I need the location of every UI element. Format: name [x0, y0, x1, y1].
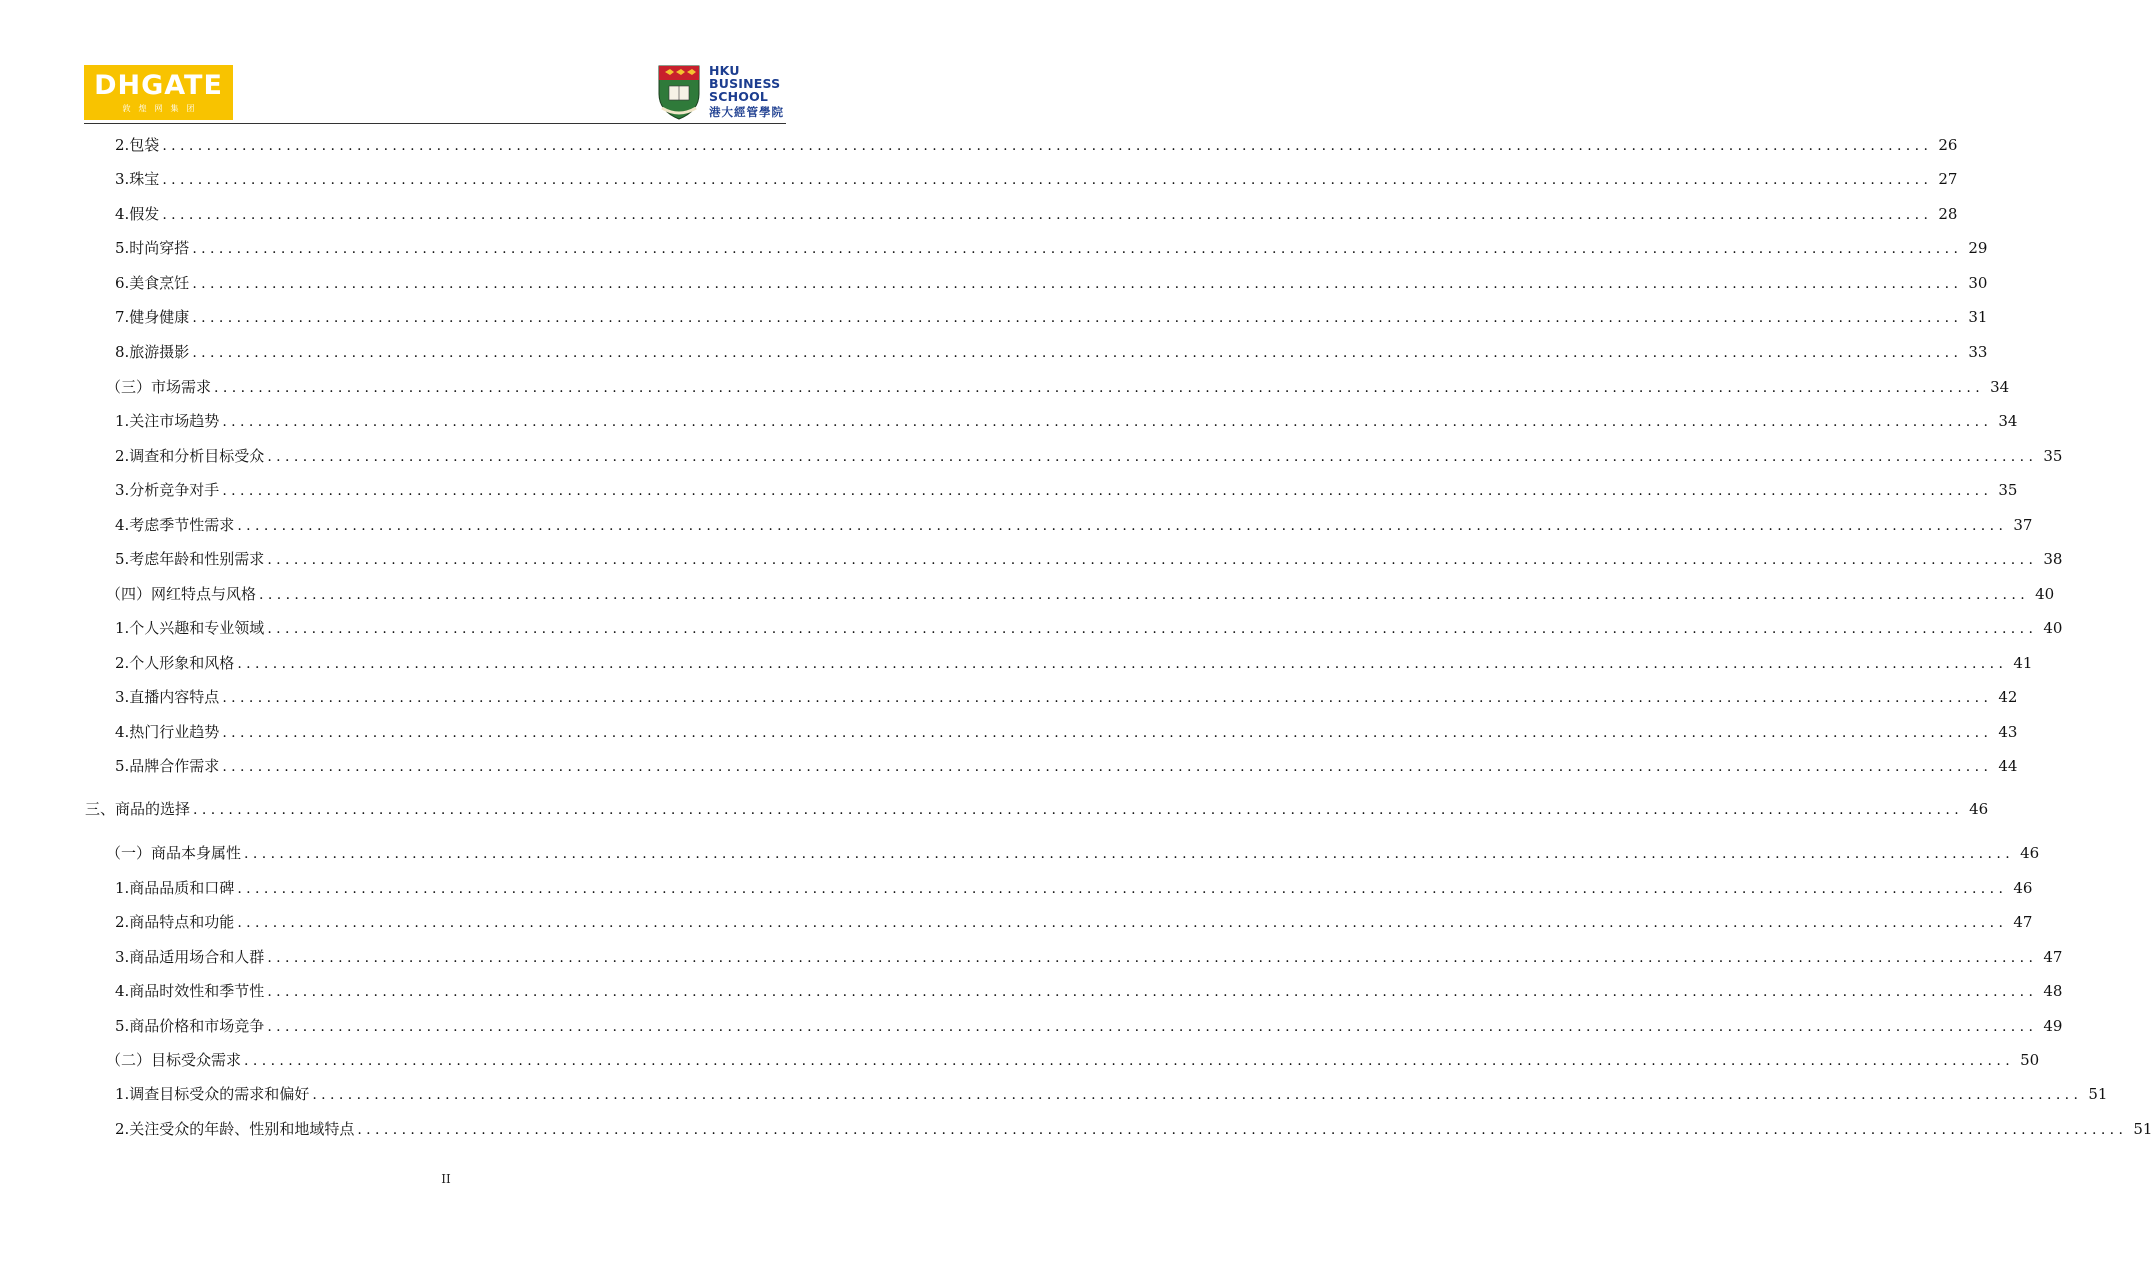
toc-entry[interactable]	[115, 203, 1958, 225]
toc-dot-leader: ........................................................................................................................................................................................................	[267, 1019, 2038, 1035]
toc-entry[interactable]	[115, 1083, 2108, 1105]
toc-entry[interactable]	[115, 168, 1958, 190]
toc-entry-page: 49	[2043, 1017, 2063, 1035]
toc-entry-label: 5.时尚穿搭	[115, 239, 190, 257]
toc-entry-page: 33	[1968, 343, 1988, 361]
toc-entry-label: （一）商品本身属性	[106, 844, 242, 862]
toc-entry[interactable]	[115, 721, 2018, 743]
toc-entry-page: 46	[2020, 844, 2040, 862]
toc-entry[interactable]	[115, 652, 2033, 674]
toc-dot-leader: ........................................................................................................................................................................................................	[267, 449, 2038, 465]
toc-dot-leader: ........................................................................................................................................................................................................	[267, 950, 2038, 966]
toc-entry[interactable]	[115, 1015, 2063, 1037]
toc-entry-label: 3.直播内容特点	[115, 688, 220, 706]
toc-dot-leader: ........................................................................................................................................................................................................	[222, 690, 1993, 706]
toc-entry[interactable]	[115, 410, 2018, 432]
toc-entry-page: 47	[2013, 913, 2033, 931]
toc-entry-page: 35	[1998, 481, 2018, 499]
toc-entry-page: 26	[1938, 136, 1958, 154]
toc-entry-label: 4.假发	[115, 205, 160, 223]
toc-entry-label: 2.关注受众的年龄、性别和地域特点	[115, 1120, 355, 1138]
toc-entry-label: 5.品牌合作需求	[115, 757, 220, 775]
toc-entry-label: 4.热门行业趋势	[115, 723, 220, 741]
toc-entry[interactable]	[115, 514, 2033, 536]
toc-dot-leader: ........................................................................................................................................................................................................	[267, 621, 2038, 637]
toc-entry[interactable]	[106, 1049, 2040, 1071]
toc-entry-label: （四）网红特点与风格	[106, 585, 257, 603]
toc-entry[interactable]	[115, 980, 2063, 1002]
toc-entry[interactable]	[115, 911, 2033, 933]
toc-entry-label: 2.商品特点和功能	[115, 913, 235, 931]
toc-entry-label: 5.商品价格和市场竞争	[115, 1017, 265, 1035]
toc-entry[interactable]	[115, 617, 2063, 639]
toc-entry[interactable]	[115, 341, 1988, 363]
toc-dot-leader: ........................................................................................................................................................................................................	[357, 1122, 2128, 1138]
toc-entry[interactable]	[106, 842, 2040, 864]
toc-entry[interactable]	[115, 479, 2018, 501]
toc-entry-page: 34	[1990, 378, 2010, 396]
toc-dot-leader: ........................................................................................................................................................................................................	[192, 276, 1963, 292]
hku-line-2: BUSINESS	[709, 76, 781, 91]
toc-entry[interactable]	[115, 946, 2063, 968]
toc-dot-leader: ........................................................................................................................................................................................................	[244, 1053, 2015, 1069]
toc-entry-page: 31	[1968, 308, 1988, 326]
toc-entry-page: 46	[2013, 879, 2033, 897]
toc-entry-label: （三）市场需求	[106, 378, 212, 396]
toc-entry-label: 6.美食烹饪	[115, 274, 190, 292]
toc-entry-label: 8.旅游摄影	[115, 343, 190, 361]
toc-entry-label: 2.个人形象和风格	[115, 654, 235, 672]
toc-entry[interactable]	[115, 306, 1988, 328]
toc-dot-leader: ........................................................................................................................................................................................................	[162, 138, 1933, 154]
toc-entry-page: 47	[2043, 948, 2063, 966]
toc-entry-page: 51	[2088, 1085, 2108, 1103]
toc-dot-leader: ........................................................................................................................................................................................................	[237, 881, 2008, 897]
dhgate-wordmark: DHGATE	[94, 69, 223, 101]
toc-entry-page: 46	[1969, 800, 1989, 818]
toc-dot-leader: ........................................................................................................................................................................................................	[192, 310, 1963, 326]
toc-dot-leader: ........................................................................................................................................................................................................	[222, 759, 1993, 775]
toc-entry[interactable]	[115, 445, 2063, 467]
toc-entry-page: 44	[1998, 757, 2018, 775]
toc-entry-page: 27	[1938, 170, 1958, 188]
toc-dot-leader: ........................................................................................................................................................................................................	[162, 172, 1933, 188]
toc-dot-leader: ........................................................................................................................................................................................................	[267, 552, 2038, 568]
toc-entry[interactable]	[106, 376, 2010, 398]
toc-entry-label: 1.关注市场趋势	[115, 412, 220, 430]
toc-dot-leader: ........................................................................................................................................................................................................	[237, 518, 2008, 534]
toc-dot-leader: ........................................................................................................................................................................................................	[312, 1087, 2083, 1103]
toc-entry-page: 28	[1938, 205, 1958, 223]
toc-entry-page: 41	[2013, 654, 2033, 672]
toc-dot-leader: ........................................................................................................................................................................................................	[192, 345, 1963, 361]
toc-entry-label: 1.商品品质和口碑	[115, 879, 235, 897]
toc-dot-leader: ........................................................................................................................................................................................................	[259, 587, 2030, 603]
toc-entry-label: 5.考虑年龄和性别需求	[115, 550, 265, 568]
dhgate-subtitle: 敦煌网集团	[122, 103, 203, 113]
toc-dot-leader: ........................................................................................................................................................................................................	[237, 915, 2008, 931]
toc-entry[interactable]	[115, 237, 1988, 259]
toc-entry-page: 51	[2133, 1120, 2152, 1138]
toc-entry[interactable]	[115, 877, 2033, 899]
toc-entry-page: 40	[2035, 585, 2055, 603]
toc-dot-leader: ........................................................................................................................................................................................................	[222, 483, 1993, 499]
toc-entry-page: 42	[1998, 688, 2018, 706]
toc-entry[interactable]	[115, 272, 1988, 294]
toc-entry-label: 4.考虑季节性需求	[115, 516, 235, 534]
toc-entry[interactable]	[115, 548, 2063, 570]
toc-entry-page: 34	[1998, 412, 2018, 430]
toc-entry[interactable]	[106, 583, 2055, 605]
toc-entry[interactable]	[115, 1118, 2152, 1140]
toc-entry-label: 3.商品适用场合和人群	[115, 948, 265, 966]
toc-entry-label: 7.健身健康	[115, 308, 190, 326]
toc-entry-label: 2.调查和分析目标受众	[115, 447, 265, 465]
toc-entry[interactable]	[115, 686, 2018, 708]
toc-entry-label: 3.珠宝	[115, 170, 160, 188]
toc-entry-page: 29	[1968, 239, 1988, 257]
toc-dot-leader: ........................................................................................................................................................................................................	[244, 846, 2015, 862]
hku-line-3: SCHOOL	[709, 89, 769, 104]
toc-entry-page: 35	[2043, 447, 2063, 465]
toc-dot-leader: ........................................................................................................................................................................................................	[162, 207, 1933, 223]
toc-dot-leader: ........................................................................................................................................................................................................	[193, 802, 1964, 818]
toc-entry-label: 3.分析竞争对手	[115, 481, 220, 499]
toc-entry-label: 1.个人兴趣和专业领域	[115, 619, 265, 637]
toc-entry[interactable]	[115, 755, 2018, 777]
toc-entry-page: 38	[2043, 550, 2063, 568]
toc-entry-page: 40	[2043, 619, 2063, 637]
toc-entry-label: 4.商品时效性和季节性	[115, 982, 265, 1000]
toc-entry-label: 2.包袋	[115, 136, 160, 154]
toc-entry-label: 三、商品的选择	[85, 800, 191, 818]
toc-entry-page: 30	[1968, 274, 1988, 292]
toc-entry-label: （二）目标受众需求	[106, 1051, 242, 1069]
toc-entry-page: 43	[1998, 723, 2018, 741]
toc-entry-page: 50	[2020, 1051, 2040, 1069]
toc-entry-page: 48	[2043, 982, 2063, 1000]
footer-page-number: II	[441, 1172, 451, 1186]
toc-dot-leader: ........................................................................................................................................................................................................	[222, 725, 1993, 741]
toc-entry[interactable]	[115, 134, 1958, 156]
hku-chinese-name: 港大經管學院	[709, 105, 784, 119]
toc-entry-page: 37	[2013, 516, 2033, 534]
hku-line-1: HKU	[709, 63, 740, 78]
toc-dot-leader: ........................................................................................................................................................................................................	[222, 414, 1993, 430]
toc-dot-leader: ........................................................................................................................................................................................................	[267, 984, 2038, 1000]
toc-dot-leader: ........................................................................................................................................................................................................	[214, 380, 1985, 396]
toc-dot-leader: ........................................................................................................................................................................................................	[237, 656, 2008, 672]
toc-entry[interactable]	[85, 798, 1989, 820]
toc-dot-leader: ........................................................................................................................................................................................................	[192, 241, 1963, 257]
toc-entry-label: 1.调查目标受众的需求和偏好	[115, 1085, 310, 1103]
